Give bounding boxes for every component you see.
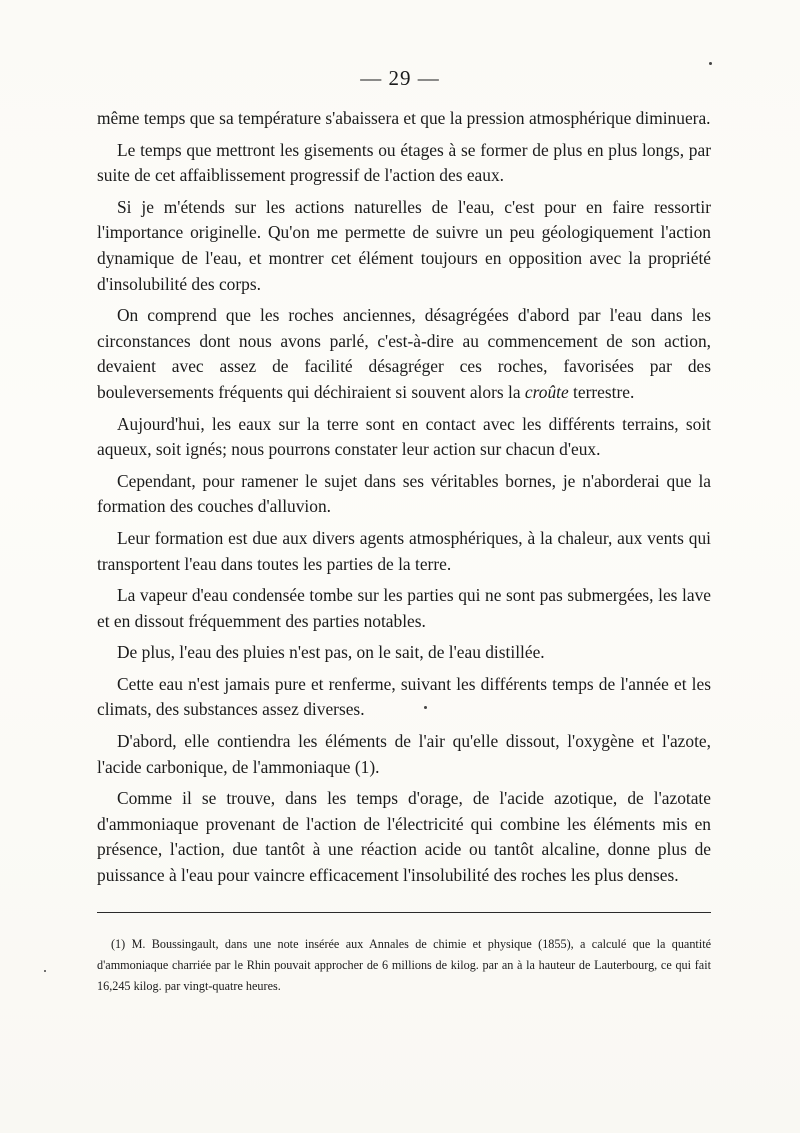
- paragraph: De plus, l'eau des pluies n'est pas, on le sait, de l'eau distillée.: [117, 642, 545, 663]
- paragraph: Si je m'étends sur les actions naturelles de l'eau, c'est pour en faire ressortir l'importance originelle. Qu'on me permette de suivre un peu géologiquement l'action dynamique de l'eau, et montrer cet élément toujours en opposition avec la propriété d'insolubilité des corps.: [97, 196, 711, 294]
- paragraph: Comme il se trouve, dans les temps d'orage, de l'acide azotique, de l'azotate d'ammoniaque provenant de l'action de l'électricité qui combine les éléments mis en présence, l'action, due tantôt à une réaction acide ou tantôt alcaline, donne plus de puissance à l'eau pour vaincre efficacement l'insolubilité des roches les plus denses.: [97, 788, 711, 886]
- body-text: [97, 106, 711, 895]
- footnote-divider: [97, 912, 711, 913]
- paragraph-continuation: même temps que sa température s'abaissera et que la pression atmosphérique diminuera.: [97, 108, 711, 128]
- paper-speck: [44, 970, 46, 972]
- page-number: — 29 —: [360, 66, 440, 90]
- paper-speck: [424, 706, 427, 709]
- paragraph: Aujourd'hui, les eaux sur la terre sont en contact avec les différents terrains, soit aqueux, soit ignés; nous pourrons constater leur action sur chacun d'eux.: [97, 413, 711, 460]
- paragraph: Cependant, pour ramener le sujet dans ses véritables bornes, je n'aborderai que la formation des couches d'alluvion.: [97, 470, 711, 517]
- footnote-text: (1) M. Boussingault, dans une note insérée aux Annales de chimie et physique (1855), a calculé que la quantité d'ammoniaque charriée par le Rhin pouvait approcher de 6 millions de kilog. par an à la hauteur de Lauterbourg, ce qui fait 16,245 kilog. par vingt-quatre heures.: [97, 937, 711, 993]
- paragraph: D'abord, elle contiendra les éléments de l'air qu'elle dissout, l'oxygène et l'azote, l'acide carbonique, de l'ammoniaque (1).: [97, 731, 711, 777]
- paragraph-tail: terrestre.: [568, 381, 635, 402]
- paragraph: La vapeur d'eau condensée tombe sur les parties qui ne sont pas submergées, les lave et en dissout fréquemment des parties notables.: [97, 585, 711, 631]
- paper-speck: [709, 62, 712, 65]
- paragraph-with-italic: [97, 303, 711, 405]
- paragraph-text: On comprend que les roches anciennes, désagrégées d'abord par l'eau dans les circonstances dont nous avons parlé, c'est-à-dire au commencement de son action, devaient avec assez de facilité désagréger ces roches, favorisées par des bouleversements fréquents qui déchiraient si souvent alors la: [97, 305, 711, 402]
- paragraph: Cette eau n'est jamais pure et renferme, suivant les différents temps de l'année et les climats, des substances assez diverses.: [97, 673, 711, 720]
- italic-term: croûte: [524, 381, 569, 402]
- paragraph: Le temps que mettront les gisements ou étages à se former de plus en plus longs, par suite de cet affaiblissement progressif de l'action des eaux.: [97, 139, 711, 186]
- footnote: [97, 934, 711, 997]
- paragraph: Leur formation est due aux divers agents atmosphériques, à la chaleur, aux vents qui transportent l'eau dans toutes les parties de la terre.: [97, 527, 711, 574]
